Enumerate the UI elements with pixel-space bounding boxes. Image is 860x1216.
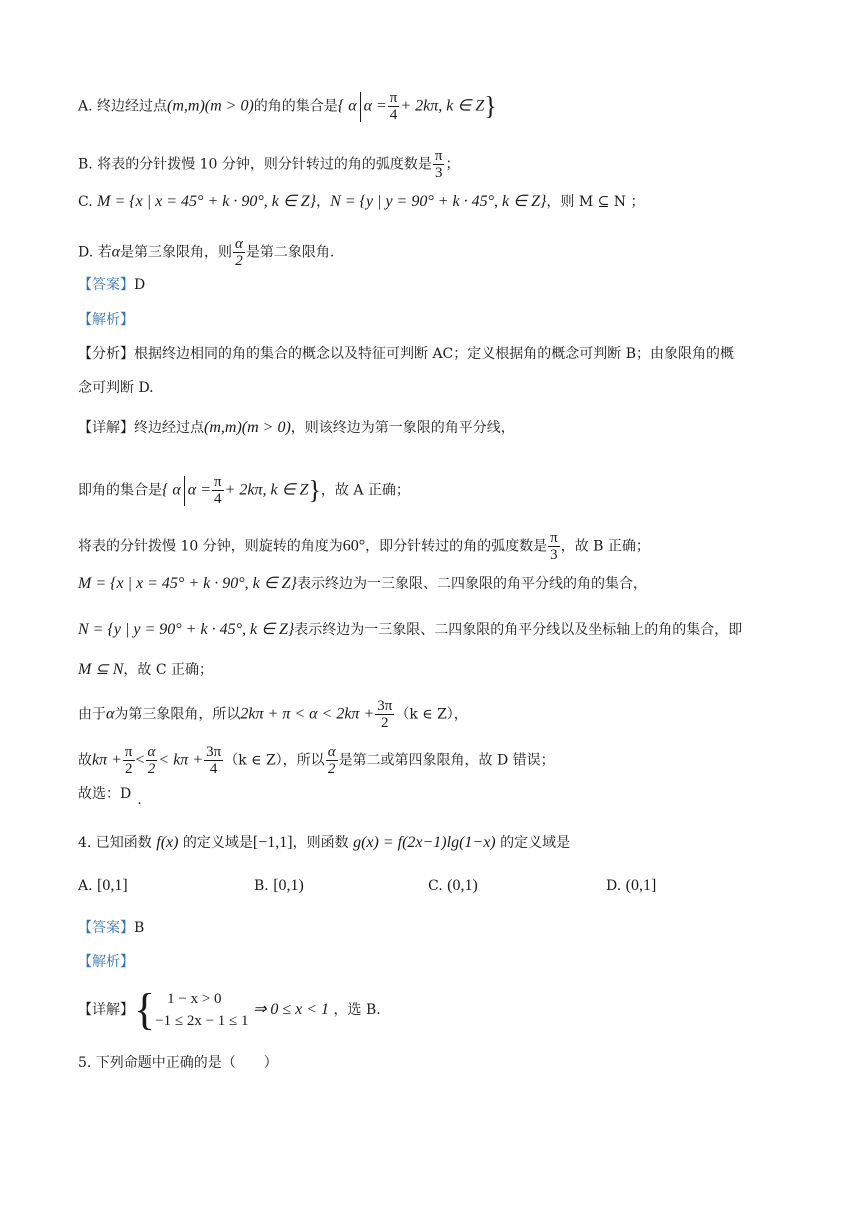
detail-line-1: 【详解】终边经过点(m,m)(m > 0)，则该终边为第一象限的角平分线， <box>78 419 515 436</box>
detail-4: 【详解】{ 1 − x > 0 −1 ≤ 2x − 1 ≤ 1 ⇒ 0 ≤ x < 1 ，选 B. <box>78 985 381 1034</box>
question-4: 4. 已知函数 f(x) 的定义域是[−1,1]，则函数 g(x) = f(2x−1)lg(1−x) 的定义域是 <box>78 834 571 851</box>
detail-line-6: M ⊆ N，故 C 正确； <box>78 661 214 678</box>
detail-select: 故选：D . <box>78 786 142 808</box>
detail-line-8: 故kπ + $\frac{\pi}{2}$ < $\frac{\alpha}{2}$ < kπ + $\frac{3\pi}{4}$ （k ∈ Z），所以 $\frac{\alpha}{2}$ 是第二或第四象限角，故 D 错误； <box>78 744 555 777</box>
detail-line-5: N = {y | y = 90° + k · 45°, k ∈ Z}表示终边为一三象限、二四象限的角平分线以及坐标轴上的角的集合，即 <box>78 621 743 638</box>
analysis-summary-cont: 念可判断 D. <box>78 380 154 396</box>
inequality-system: 1 − x > 0 −1 ≤ 2x − 1 ≤ 1 <box>155 991 249 1029</box>
fraction-pi-4: $\frac{\pi}{4}$ <box>389 90 398 123</box>
answer-4: 【答案】B <box>78 920 145 936</box>
detail-line-4: M = {x | x = 45° + k · 90°, k ∈ Z}表示终边为一三象限、二四象限的角平分线的角的集合， <box>78 575 647 592</box>
fraction-alpha-2: $\frac{\alpha}{2}$ <box>147 744 156 777</box>
answer-3: 【答案】D <box>78 277 146 293</box>
fraction-pi-3: $\frac{\pi}{3}$ <box>434 148 443 181</box>
analysis-summary: 【分析】根据终边相同的角的集合的概念以及特征可判断 AC；定义根据角的概念可判断 B；由象限角的概 <box>78 346 735 362</box>
fraction-alpha-2: $\frac{\alpha}{2}$ <box>235 236 243 269</box>
option-d: D. 若α是第三象限角，则 $\frac{\alpha}{2}$ 是第二象限角. <box>78 236 335 269</box>
question-5: 5. 下列命题中正确的是（ ） <box>78 1055 278 1071</box>
q4-option-d: D. (0,1] <box>606 877 657 894</box>
fraction-3pi-4: $\frac{3\pi}{4}$ <box>206 744 222 777</box>
set-divider <box>184 476 185 506</box>
fraction-pi-2: $\frac{\pi}{2}$ <box>124 744 133 777</box>
option-a: A. 终边经过点(m,m)(m > 0)的角的集合是{ α α = $\frac{\pi}{4}$ + 2kπ, k ∈ Z} <box>78 90 497 123</box>
option-c: C. M = {x | x = 45° + k · 90°, k ∈ Z}，N = {y | y = 90° + k · 45°, k ∈ Z}，则 M ⊆ N ； <box>78 193 645 210</box>
fraction-pi-4: $\frac{\pi}{4}$ <box>214 474 222 507</box>
analysis-4: 【解析】 <box>78 954 134 970</box>
set-divider <box>360 92 361 122</box>
system-brace: { <box>134 985 156 1034</box>
detail-line-3: 将表的分针拨慢 10 分钟，则旋转的角度为60°，即分针转过的角的弧度数是 $\frac{\pi}{3}$ ，故 B 正确； <box>78 530 650 563</box>
q4-option-a: A. [0,1] <box>78 877 128 894</box>
fraction-pi-3: $\frac{\pi}{3}$ <box>550 530 558 563</box>
detail-line-2: 即角的集合是{ α α = $\frac{\pi}{4}$ + 2kπ, k ∈ Z}，故 A 正确； <box>78 474 410 507</box>
fraction-alpha-2: $\frac{\alpha}{2}$ <box>327 744 336 777</box>
fraction-3pi-2: $\frac{3\pi}{2}$ <box>377 698 393 731</box>
option-b: B. 将表的分针拨慢 10 分钟，则分针转过的角的弧度数是 $\frac{\pi}{3}$ ； <box>78 148 460 181</box>
q4-option-b: B. [0,1) <box>254 877 304 894</box>
q4-option-c: C. (0,1) <box>428 877 478 894</box>
detail-line-7: 由于α为第三象限角，所以2kπ + π < α < 2kπ + $\frac{3\pi}{2}$ （k ∈ Z）， <box>78 698 468 731</box>
analysis-3: 【解析】 <box>78 312 134 328</box>
